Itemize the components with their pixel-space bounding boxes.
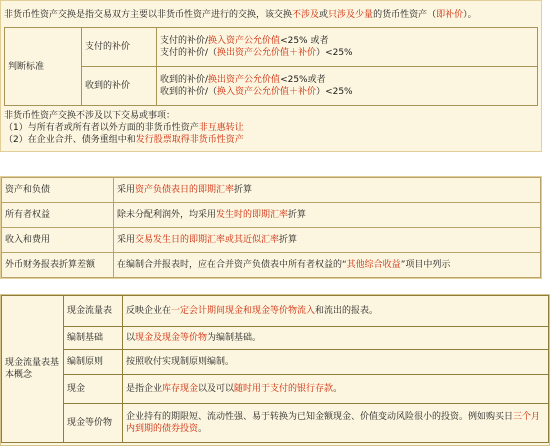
row-content: 以现金及现金等价物为编制基础。 [123, 327, 549, 350]
table-row [2, 327, 549, 350]
table-row [2, 375, 549, 404]
row-label: 现金等价物 [64, 404, 123, 443]
exchange-definition-panel [0, 0, 542, 152]
cash-flow-concepts-panel [0, 294, 550, 446]
row-content: 按照收付实现制原则编制。 [123, 350, 549, 375]
row-label: 收入和费用 [2, 228, 114, 253]
intro-part: ）。 [463, 10, 477, 20]
note-item: （1）与所有者或所有者以外方面的非货币性资产非互惠转让 [4, 123, 244, 133]
intro-part: 非货币性资产交换是指交易双方主要以非货币性资产进行的交换，该交换 [4, 10, 293, 20]
row-content: 采用交易发生日的即期汇率或其近似汇率折算 [114, 228, 541, 253]
receive-formula-line2: 收到的补价/（换入资产公允价值＋补价）<25% [160, 87, 353, 97]
intro-part: 或 [319, 10, 329, 20]
row-label: 现金流量表 [64, 296, 123, 327]
row-label: 外币财务报表折算差额 [2, 253, 114, 278]
receive-formula [157, 67, 538, 106]
row-content: 采用资产负债表日的即期汇率折算 [114, 178, 541, 203]
pay-label: 支付的补价 [82, 28, 157, 67]
pay-formula [157, 28, 538, 67]
criterion-label: 判断标准 [5, 28, 82, 106]
intro-highlight: 即补价 [436, 10, 464, 20]
receive-formula-line1: 收到的补价/换出资产公允价值<25%或者 [160, 75, 326, 85]
table-row [2, 178, 541, 203]
intro-highlight: 只涉及少量 [328, 10, 374, 20]
row-label: 编制基础 [64, 327, 123, 350]
row-label: 编制原则 [64, 350, 123, 375]
note-item: （2）在企业合并、债务重组中和发行股票取得非货币性资产 [4, 135, 244, 145]
receive-label: 收到的补价 [82, 67, 157, 106]
intro-highlight: 不涉及 [292, 10, 320, 20]
pay-formula-line1: 支付的补价/换入资产公允价值<25% 或者 [160, 36, 329, 46]
row-content: 在编制合并报表时，应在合并资产负债表中所有者权益的“其他综合收益”项目中列示 [114, 253, 541, 278]
row-label: 现金 [64, 375, 123, 404]
cash-flow-concepts-table [1, 295, 549, 443]
exchange-definition-text [4, 7, 538, 20]
fx-translation-panel [0, 176, 542, 279]
table-row [2, 296, 549, 327]
table-row [2, 228, 541, 253]
row-content: 企业持有的期限短、流动性强、易于转换为已知金额现金、价值变动风险很小的投资。例如购买日三个月内到期的债券投资。 [123, 404, 549, 443]
category-label: 现金流量表基本概念 [2, 296, 64, 443]
row-content: 除未分配利润外，均采用发生时的即期汇率折算 [114, 203, 541, 228]
table-row [2, 253, 541, 278]
table-row [2, 203, 541, 228]
table-row [2, 404, 549, 443]
row-label: 资产和负债 [2, 178, 114, 203]
fx-translation-table [1, 177, 541, 278]
row-content: 反映企业在一定会计期间现金和现金等价物流入和流出的报表。 [123, 296, 549, 327]
exclusions-notes [4, 110, 538, 146]
row-content: 是指企业库存现金以及可以随时用于支付的银行存款。 [123, 375, 549, 404]
table-row [2, 350, 549, 375]
pay-formula-line2: 支付的补价/（换出资产公允价值＋补价）<25% [160, 48, 353, 58]
notes-title: 非货币性资产交换不涉及以下交易或事项： [4, 111, 176, 121]
criterion-table [4, 27, 538, 106]
row-label: 所有者权益 [2, 203, 114, 228]
intro-part: 的货币性资产（ [373, 10, 437, 20]
